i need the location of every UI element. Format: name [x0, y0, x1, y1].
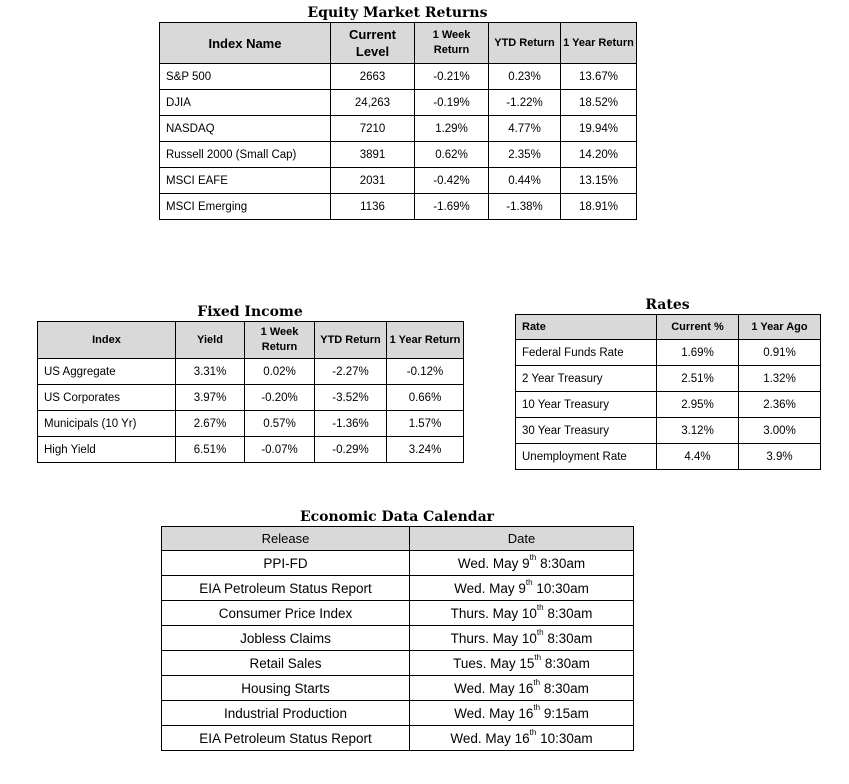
rates-cell: 30 Year Treasury: [516, 418, 657, 444]
calendar-release: Industrial Production: [162, 701, 410, 726]
calendar-release: EIA Petroleum Status Report: [162, 726, 410, 751]
rates-cell: 2.36%: [739, 392, 821, 418]
fixed-cell: 1.57%: [387, 411, 464, 437]
rates-cell: 3.00%: [739, 418, 821, 444]
equity-cell: 14.20%: [561, 142, 637, 168]
table-row: [160, 64, 637, 90]
table-row: [38, 385, 464, 411]
calendar-release: EIA Petroleum Status Report: [162, 576, 410, 601]
fixed-income-table: [37, 321, 464, 463]
rates-cell: Unemployment Rate: [516, 444, 657, 470]
table-row: [516, 418, 821, 444]
calendar-release: Consumer Price Index: [162, 601, 410, 626]
equity-market-returns-section: [159, 4, 636, 220]
table-row: [516, 444, 821, 470]
rates-cell: 0.91%: [739, 340, 821, 366]
calendar-date: Wed. May 9th 10:30am: [410, 576, 634, 601]
equity-cell: 13.67%: [561, 64, 637, 90]
table-row: [162, 651, 634, 676]
equity-cell: DJIA: [160, 90, 331, 116]
calendar-release: PPI-FD: [162, 551, 410, 576]
rates-cell: 4.4%: [657, 444, 739, 470]
calendar-header-row: [162, 527, 634, 551]
equity-cell: 2031: [331, 168, 415, 194]
equity-table: [159, 22, 637, 220]
table-row: [160, 194, 637, 220]
table-row: [162, 626, 634, 651]
fixed-income-title: Fixed Income: [197, 304, 303, 320]
calendar-title: Economic Data Calendar: [299, 509, 495, 525]
table-row: [38, 411, 464, 437]
equity-cell: 0.44%: [489, 168, 561, 194]
calendar-date: Thurs. May 10th 8:30am: [410, 626, 634, 651]
equity-cell: 7210: [331, 116, 415, 142]
equity-cell: S&P 500: [160, 64, 331, 90]
calendar-date: Thurs. May 10th 8:30am: [410, 601, 634, 626]
fixed-header-1-year: 1 Year Return: [387, 322, 464, 359]
equity-cell: 4.77%: [489, 116, 561, 142]
table-row: [162, 601, 634, 626]
fixed-header-ytd: YTD Return: [315, 322, 387, 359]
equity-cell: 18.52%: [561, 90, 637, 116]
fixed-cell: High Yield: [38, 437, 176, 463]
calendar-header-release: Release: [162, 527, 410, 551]
equity-cell: -0.21%: [415, 64, 489, 90]
calendar-date: Tues. May 15th 8:30am: [410, 651, 634, 676]
equity-cell: 19.94%: [561, 116, 637, 142]
equity-cell: 1136: [331, 194, 415, 220]
equity-cell: 3891: [331, 142, 415, 168]
equity-header-row: [160, 23, 637, 64]
rates-header-rate: Rate: [516, 315, 657, 340]
rates-header-current: Current %: [657, 315, 739, 340]
fixed-cell: -0.20%: [245, 385, 315, 411]
table-row: [162, 551, 634, 576]
rates-section: [515, 296, 820, 470]
fixed-header-1-week: 1 Week Return: [245, 322, 315, 359]
equity-cell: Russell 2000 (Small Cap): [160, 142, 331, 168]
rates-cell: 3.12%: [657, 418, 739, 444]
equity-cell: 0.62%: [415, 142, 489, 168]
fixed-income-section: [37, 303, 463, 463]
equity-header-1-week: 1 Week Return: [415, 23, 489, 64]
fixed-cell: -2.27%: [315, 359, 387, 385]
fixed-cell: 0.66%: [387, 385, 464, 411]
fixed-income-header-row: [38, 322, 464, 359]
table-row: [162, 676, 634, 701]
fixed-cell: 2.67%: [176, 411, 245, 437]
table-row: [160, 168, 637, 194]
fixed-cell: -0.29%: [315, 437, 387, 463]
rates-header-row: [516, 315, 821, 340]
equity-cell: 2663: [331, 64, 415, 90]
equity-cell: -0.42%: [415, 168, 489, 194]
table-row: [162, 576, 634, 601]
rates-cell: Federal Funds Rate: [516, 340, 657, 366]
calendar-release: Housing Starts: [162, 676, 410, 701]
table-row: [160, 116, 637, 142]
fixed-cell: US Aggregate: [38, 359, 176, 385]
rates-cell: 2.51%: [657, 366, 739, 392]
equity-cell: -1.69%: [415, 194, 489, 220]
fixed-cell: US Corporates: [38, 385, 176, 411]
fixed-cell: -1.36%: [315, 411, 387, 437]
fixed-cell: -0.07%: [245, 437, 315, 463]
rates-cell: 2.95%: [657, 392, 739, 418]
table-row: [516, 340, 821, 366]
fixed-cell: 6.51%: [176, 437, 245, 463]
equity-cell: MSCI EAFE: [160, 168, 331, 194]
calendar-release: Jobless Claims: [162, 626, 410, 651]
equity-cell: -0.19%: [415, 90, 489, 116]
rates-title: Rates: [645, 297, 690, 313]
table-row: [516, 366, 821, 392]
table-row: [162, 701, 634, 726]
rates-cell: 10 Year Treasury: [516, 392, 657, 418]
table-row: [516, 392, 821, 418]
equity-cell: 2.35%: [489, 142, 561, 168]
fixed-cell: -0.12%: [387, 359, 464, 385]
calendar-date: Wed. May 16th 10:30am: [410, 726, 634, 751]
fixed-cell: 3.24%: [387, 437, 464, 463]
fixed-cell: 0.57%: [245, 411, 315, 437]
fixed-header-yield: Yield: [176, 322, 245, 359]
fixed-cell: -3.52%: [315, 385, 387, 411]
calendar-date: Wed. May 16th 8:30am: [410, 676, 634, 701]
table-row: [162, 726, 634, 751]
equity-cell: 0.23%: [489, 64, 561, 90]
equity-header-ytd: YTD Return: [489, 23, 561, 64]
rates-header-1-year-ago: 1 Year Ago: [739, 315, 821, 340]
table-row: [160, 90, 637, 116]
rates-table: [515, 314, 821, 470]
table-row: [38, 359, 464, 385]
rates-cell: 2 Year Treasury: [516, 366, 657, 392]
table-row: [160, 142, 637, 168]
calendar-table: [161, 526, 634, 751]
rates-cell: 3.9%: [739, 444, 821, 470]
fixed-cell: Municipals (10 Yr): [38, 411, 176, 437]
calendar-release: Retail Sales: [162, 651, 410, 676]
fixed-cell: 0.02%: [245, 359, 315, 385]
calendar-date: Wed. May 9th 8:30am: [410, 551, 634, 576]
equity-cell: -1.22%: [489, 90, 561, 116]
equity-cell: 24,263: [331, 90, 415, 116]
equity-cell: MSCI Emerging: [160, 194, 331, 220]
rates-cell: 1.32%: [739, 366, 821, 392]
equity-header-current-level: Current Level: [331, 23, 415, 64]
fixed-cell: 3.97%: [176, 385, 245, 411]
equity-cell: NASDAQ: [160, 116, 331, 142]
equity-header-index-name: Index Name: [160, 23, 331, 64]
calendar-date: Wed. May 16th 9:15am: [410, 701, 634, 726]
calendar-header-date: Date: [410, 527, 634, 551]
rates-cell: 1.69%: [657, 340, 739, 366]
table-row: [38, 437, 464, 463]
fixed-header-index: Index: [38, 322, 176, 359]
equity-title: Equity Market Returns: [307, 5, 488, 21]
equity-cell: 13.15%: [561, 168, 637, 194]
equity-cell: -1.38%: [489, 194, 561, 220]
fixed-cell: 3.31%: [176, 359, 245, 385]
economic-calendar-section: [161, 508, 633, 751]
equity-header-1-year: 1 Year Return: [561, 23, 637, 64]
equity-cell: 1.29%: [415, 116, 489, 142]
equity-cell: 18.91%: [561, 194, 637, 220]
